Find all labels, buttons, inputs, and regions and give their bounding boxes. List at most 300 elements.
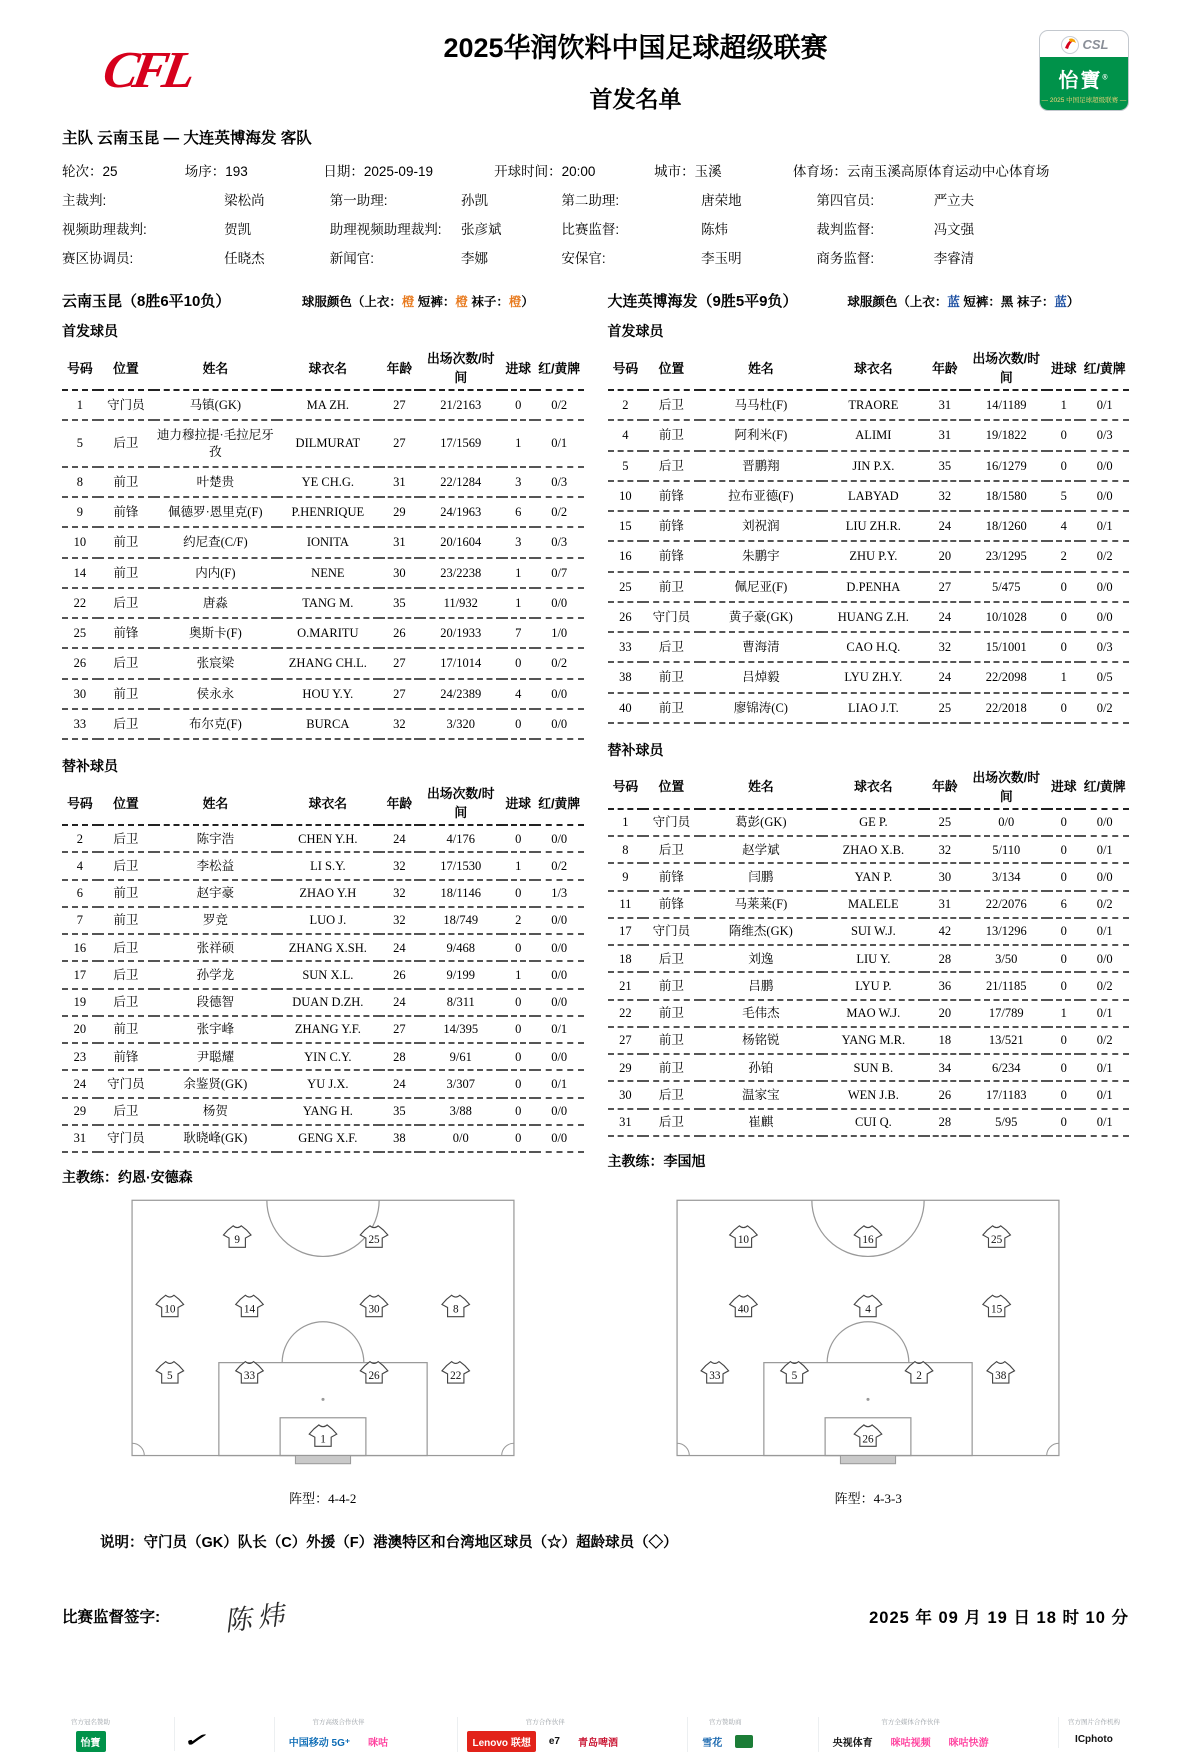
player-cell: 李松益 — [154, 852, 277, 879]
player-cell: 张宸梁 — [154, 648, 277, 678]
player-cell: ZHAO Y.H — [277, 880, 379, 907]
player-row — [608, 809, 1130, 836]
player-cell: 前锋 — [643, 541, 699, 571]
player-jersey-icon — [360, 1226, 388, 1247]
player-cell: 0/2 — [535, 852, 584, 879]
kit-color-text: 球服颜色（上衣： — [301, 295, 402, 309]
player-cell: 18 — [924, 1027, 965, 1054]
player-cell: 0 — [502, 709, 535, 739]
player-row — [608, 632, 1130, 662]
player-cell: 守门员 — [643, 918, 699, 945]
player-cell: 0/1 — [1080, 1000, 1129, 1027]
player-cell: 叶楚贵 — [154, 467, 277, 497]
kit-color-text: 球服颜色（上衣： — [847, 295, 948, 309]
player-cell: 0 — [502, 1098, 535, 1125]
player-cell: 27 — [924, 572, 965, 602]
player-cell: 5 — [608, 451, 644, 481]
player-cell: SUN X.L. — [277, 961, 379, 988]
officials-row — [62, 218, 1129, 238]
player-cell: ZHANG CH.L. — [277, 648, 379, 678]
player-cell: 22/2018 — [965, 693, 1047, 723]
player-cell: 0/1 — [1080, 1054, 1129, 1081]
column-header: 球衣名 — [822, 764, 924, 809]
player-cell: LABYAD — [822, 481, 924, 511]
player-cell: 0/1 — [1080, 1081, 1129, 1108]
player-cell: JIN P.X. — [822, 451, 924, 481]
player-row — [608, 390, 1130, 420]
player-cell: 唐淼 — [154, 588, 277, 618]
player-row — [62, 1125, 584, 1152]
player-row — [62, 1070, 584, 1097]
player-cell: 0 — [502, 390, 535, 420]
player-cell: 17/1014 — [420, 648, 502, 678]
player-cell: 28 — [924, 945, 965, 972]
player-jersey-icon — [156, 1295, 184, 1316]
player-cell: 18/1580 — [965, 481, 1047, 511]
player-cell: 0/5 — [1080, 662, 1129, 692]
player-cell: 守门员 — [98, 1070, 154, 1097]
sponsors-footer — [62, 1705, 1129, 1752]
player-cell: 3/307 — [420, 1070, 502, 1097]
player-cell: 0/0 — [1080, 572, 1129, 602]
player-cell: YE CH.G. — [277, 467, 379, 497]
kit-color-text: 橙 — [508, 295, 522, 309]
match-supervisor-signature: 陈炜 — [222, 1599, 293, 1638]
formation-diagrams — [62, 1197, 1129, 1507]
player-cell: 32 — [379, 907, 420, 934]
player-cell: 1 — [1047, 390, 1080, 420]
column-header: 姓名 — [700, 345, 823, 390]
away-formation — [608, 1197, 1130, 1507]
player-row — [608, 863, 1130, 890]
player-cell: HUANG Z.H. — [822, 602, 924, 632]
player-cell: 0/3 — [1080, 420, 1129, 450]
sponsor-group — [687, 1717, 762, 1752]
player-cell: GE P. — [822, 809, 924, 836]
player-cell: MALELE — [822, 891, 924, 918]
player-cell: CAO H.Q. — [822, 632, 924, 662]
player-cell: LIU Y. — [822, 945, 924, 972]
player-cell: 0/2 — [1080, 972, 1129, 999]
player-cell: 后卫 — [643, 945, 699, 972]
player-cell: 0 — [1047, 972, 1080, 999]
player-cell: 前卫 — [643, 662, 699, 692]
player-row — [62, 880, 584, 907]
home-coach: 主教练：约恩·安德森 — [62, 1169, 193, 1185]
player-cell: 24 — [379, 1070, 420, 1097]
player-cell: 0/0 — [535, 934, 584, 961]
player-cell: LYU ZH.Y. — [822, 662, 924, 692]
player-cell: 0 — [1047, 632, 1080, 662]
player-cell: 0/0 — [535, 961, 584, 988]
player-cell: 24 — [379, 989, 420, 1016]
player-cell: 22/2076 — [965, 891, 1047, 918]
player-cell: MAO W.J. — [822, 1000, 924, 1027]
player-cell: 7 — [62, 907, 98, 934]
player-cell: 20/1604 — [420, 527, 502, 557]
info-cell: 安保官: — [561, 251, 606, 266]
player-cell: 31 — [379, 467, 420, 497]
home-subs-table — [62, 780, 584, 1153]
player-row — [608, 1054, 1130, 1081]
player-cell: 0 — [1047, 572, 1080, 602]
player-cell: 0/2 — [535, 497, 584, 527]
player-cell: 3/50 — [965, 945, 1047, 972]
player-cell: 25 — [608, 572, 644, 602]
player-cell: 2 — [1047, 541, 1080, 571]
player-cell: 0/1 — [1080, 918, 1129, 945]
player-jersey-icon — [983, 1295, 1011, 1316]
info-cell: 比赛监督: — [561, 222, 620, 237]
player-cell: 后卫 — [98, 1098, 154, 1125]
player-jersey-icon — [987, 1362, 1015, 1383]
player-row — [608, 511, 1130, 541]
player-cell: 16 — [608, 541, 644, 571]
player-cell: 20/1933 — [420, 618, 502, 648]
player-cell: 0/2 — [1080, 693, 1129, 723]
player-row — [608, 972, 1130, 999]
player-cell: 24 — [924, 662, 965, 692]
player-cell: MA ZH. — [277, 390, 379, 420]
player-cell: 4/176 — [420, 825, 502, 852]
player-cell: 刘逸 — [700, 945, 823, 972]
player-cell: 32 — [379, 709, 420, 739]
table-header-row — [62, 780, 584, 825]
player-cell: 3/134 — [965, 863, 1047, 890]
player-cell: 2 — [502, 907, 535, 934]
kit-color-text: 黑 — [1000, 295, 1014, 309]
player-cell: 1 — [62, 390, 98, 420]
player-cell: 0/0 — [535, 825, 584, 852]
player-cell: 0/1 — [535, 420, 584, 467]
player-cell: 前卫 — [643, 1027, 699, 1054]
player-cell: 后卫 — [643, 1081, 699, 1108]
info-cell: 商务监督: — [816, 251, 875, 266]
player-jersey-icon — [235, 1362, 263, 1383]
player-cell: 30 — [608, 1081, 644, 1108]
player-cell: 24 — [62, 1070, 98, 1097]
player-cell: 1/0 — [535, 618, 584, 648]
player-cell: 9/199 — [420, 961, 502, 988]
sponsor-logo: Lenovo 联想 — [467, 1731, 535, 1752]
player-cell: 隋维杰(GK) — [700, 918, 823, 945]
player-cell: 晋鹏翔 — [700, 451, 823, 481]
sponsor-group — [62, 1717, 119, 1752]
player-cell: IONITA — [277, 527, 379, 557]
player-cell: 6/234 — [965, 1054, 1047, 1081]
column-header: 年龄 — [379, 345, 420, 390]
sponsor-logo: 咪咕 — [368, 1738, 389, 1749]
column-header: 进球 — [502, 780, 535, 825]
kit-color-text: 橙 — [455, 295, 468, 309]
player-cell: 前卫 — [98, 1016, 154, 1043]
player-cell: 4 — [502, 679, 535, 709]
svg-text:2: 2 — [916, 1369, 923, 1382]
player-row — [608, 541, 1130, 571]
player-cell: 廖锦涛(C) — [700, 693, 823, 723]
player-cell: 17/789 — [965, 1000, 1047, 1027]
home-team-name: 云南玉昆（8胜6平10负） — [62, 293, 231, 310]
player-cell: 后卫 — [98, 825, 154, 852]
player-cell: 0/0 — [535, 1098, 584, 1125]
player-cell: 8/311 — [420, 989, 502, 1016]
player-cell: 9 — [608, 863, 644, 890]
info-cell: 新闻官: — [329, 251, 375, 266]
player-cell: 0/1 — [1080, 1109, 1129, 1136]
player-row — [62, 527, 584, 557]
player-cell: 后卫 — [643, 390, 699, 420]
player-cell: 前卫 — [643, 420, 699, 450]
player-cell: 0 — [1047, 863, 1080, 890]
player-cell: 27 — [379, 420, 420, 467]
player-cell: 6 — [502, 497, 535, 527]
player-cell: SUI W.J. — [822, 918, 924, 945]
home-team-column — [62, 276, 584, 1195]
player-cell: 0 — [1047, 1027, 1080, 1054]
badge-subtitle: — 2025 中国足球超级联赛 — — [1040, 94, 1128, 110]
title-block — [232, 26, 1039, 114]
player-row — [62, 1016, 584, 1043]
column-header: 红/黄牌 — [535, 345, 584, 390]
svg-text:33: 33 — [709, 1369, 721, 1382]
player-cell: 0/7 — [535, 558, 584, 588]
player-row — [62, 989, 584, 1016]
player-cell: 守门员 — [643, 809, 699, 836]
player-row — [608, 662, 1130, 692]
info-cell: 贺凯 — [224, 222, 252, 237]
player-cell: 18/749 — [420, 907, 502, 934]
player-cell: 前锋 — [643, 863, 699, 890]
column-header: 出场次数/时间 — [420, 780, 502, 825]
info-cell: 裁判监督: — [816, 222, 875, 237]
player-cell: 前锋 — [98, 618, 154, 648]
svg-text:5: 5 — [791, 1369, 798, 1382]
column-header: 姓名 — [154, 780, 277, 825]
table-header-row — [608, 764, 1130, 809]
player-cell: 0 — [502, 825, 535, 852]
player-cell: 前卫 — [643, 972, 699, 999]
player-row — [62, 1098, 584, 1125]
info-cell: 开球时间：20:00 — [494, 164, 596, 179]
svg-text:25: 25 — [368, 1234, 380, 1247]
officials-row — [62, 189, 1129, 209]
player-row — [608, 836, 1130, 863]
table-header-row — [608, 345, 1130, 390]
player-cell: 11 — [608, 891, 644, 918]
player-cell: 30 — [62, 679, 98, 709]
player-cell: P.HENRIQUE — [277, 497, 379, 527]
player-cell: YU J.X. — [277, 1070, 379, 1097]
column-header: 红/黄牌 — [535, 780, 584, 825]
player-cell: 1 — [1047, 1000, 1080, 1027]
player-cell: 20 — [924, 1000, 965, 1027]
player-cell: 25 — [924, 693, 965, 723]
match-teams-line: 主队 云南玉昆 — 大连英博海发 客队 — [62, 130, 312, 147]
player-cell: 守门员 — [98, 390, 154, 420]
player-cell: 0 — [1047, 602, 1080, 632]
player-jersey-icon — [983, 1226, 1011, 1247]
player-jersey-icon — [906, 1362, 934, 1383]
player-cell: 朱鹏宇 — [700, 541, 823, 571]
player-cell: 0/0 — [1080, 602, 1129, 632]
signature-row — [62, 1596, 1129, 1638]
player-cell: D.PENHA — [822, 572, 924, 602]
player-cell: 5 — [62, 420, 98, 467]
player-cell: 0/0 — [1080, 451, 1129, 481]
column-header: 出场次数/时间 — [965, 764, 1047, 809]
player-row — [608, 1027, 1130, 1054]
player-cell: 0/3 — [535, 467, 584, 497]
player-cell: 0 — [1047, 945, 1080, 972]
player-cell: 陈宇浩 — [154, 825, 277, 852]
signature-datetime: 2025 年 09 月 19 日 18 时 10 分 — [869, 1608, 1129, 1627]
player-cell: 14/1189 — [965, 390, 1047, 420]
player-cell: 0/2 — [535, 648, 584, 678]
info-cell: 城市：玉溪 — [654, 164, 722, 179]
away-subs-label: 替补球员 — [607, 741, 664, 758]
player-cell: 后卫 — [98, 709, 154, 739]
player-cell: O.MARITU — [277, 618, 379, 648]
away-starters-table — [608, 345, 1130, 724]
player-cell: 后卫 — [98, 648, 154, 678]
player-cell: 后卫 — [98, 588, 154, 618]
player-cell: 0/3 — [535, 527, 584, 557]
player-jersey-icon — [309, 1425, 337, 1446]
player-cell: 1 — [502, 588, 535, 618]
home-kit-colors — [302, 292, 534, 310]
sponsor-caption: 官方合作伙伴 — [525, 1719, 565, 1726]
yibao-wordmark: 怡寶® — [1040, 57, 1128, 94]
player-cell: 后卫 — [98, 420, 154, 467]
player-cell: 0 — [1047, 918, 1080, 945]
player-cell: LIU ZH.R. — [822, 511, 924, 541]
player-cell: 后卫 — [643, 451, 699, 481]
info-cell: 第二助理: — [561, 193, 620, 208]
player-cell: 张祥硕 — [154, 934, 277, 961]
player-cell: 38 — [379, 1125, 420, 1152]
player-cell: 24/1963 — [420, 497, 502, 527]
player-cell: 40 — [608, 693, 644, 723]
player-cell: 22/1284 — [420, 467, 502, 497]
sponsor-logo: 中国移动 5G⁺ — [288, 1738, 351, 1749]
player-cell: 3 — [502, 527, 535, 557]
player-row — [62, 825, 584, 852]
player-row — [62, 907, 584, 934]
player-cell: 毛伟杰 — [700, 1000, 823, 1027]
player-jersey-icon — [730, 1226, 758, 1247]
player-cell: 23/1295 — [965, 541, 1047, 571]
svg-text:1: 1 — [319, 1433, 326, 1446]
player-cell: 4 — [1047, 511, 1080, 541]
match-info — [62, 160, 1129, 267]
player-cell: 14 — [62, 558, 98, 588]
player-jersey-icon — [360, 1362, 388, 1383]
player-cell: 0/1 — [1080, 836, 1129, 863]
player-cell: 3/88 — [420, 1098, 502, 1125]
player-cell: 0/3 — [1080, 632, 1129, 662]
player-cell: 0 — [1047, 836, 1080, 863]
player-cell: LYU P. — [822, 972, 924, 999]
player-cell: 1/3 — [535, 880, 584, 907]
svg-text:10: 10 — [738, 1234, 750, 1247]
svg-text:14: 14 — [243, 1303, 255, 1316]
player-cell: 10 — [608, 481, 644, 511]
player-cell: 26 — [924, 1081, 965, 1108]
player-cell: 1 — [502, 961, 535, 988]
player-row — [62, 1043, 584, 1070]
player-cell: 22/2098 — [965, 662, 1047, 692]
svg-text:8: 8 — [452, 1303, 459, 1316]
player-cell: 0/1 — [535, 1016, 584, 1043]
player-cell: YAN P. — [822, 863, 924, 890]
home-pitch-diagram — [129, 1197, 517, 1467]
player-cell: 马莱莱(F) — [700, 891, 823, 918]
player-cell: YIN C.Y. — [277, 1043, 379, 1070]
player-cell: 马马杜(F) — [700, 390, 823, 420]
player-cell: 3/320 — [420, 709, 502, 739]
home-starters-table — [62, 345, 584, 740]
player-cell: 0/0 — [535, 907, 584, 934]
player-cell: 26 — [62, 648, 98, 678]
player-cell: 14/395 — [420, 1016, 502, 1043]
player-jersey-icon — [854, 1226, 882, 1247]
info-cell: 陈炜 — [701, 222, 729, 237]
player-cell: 29 — [62, 1098, 98, 1125]
player-cell: 6 — [62, 880, 98, 907]
column-header: 号码 — [62, 345, 98, 390]
player-cell: 0/0 — [1080, 945, 1129, 972]
player-cell: 25 — [62, 618, 98, 648]
info-cell: 李玉明 — [701, 251, 742, 266]
player-cell: 30 — [924, 863, 965, 890]
player-row — [608, 602, 1130, 632]
sponsor-caption: 官方全媒体合作伙伴 — [881, 1719, 940, 1726]
info-cell: 第四官员: — [816, 193, 875, 208]
column-header: 年龄 — [924, 764, 965, 809]
info-cell: 轮次：25 — [62, 164, 118, 179]
player-cell: 守门员 — [643, 602, 699, 632]
player-row — [62, 709, 584, 739]
column-header: 号码 — [608, 764, 644, 809]
info-cell: 赛区协调员: — [62, 251, 134, 266]
player-cell: 8 — [608, 836, 644, 863]
player-cell: 31 — [379, 527, 420, 557]
player-cell: NENE — [277, 558, 379, 588]
table-header-row — [62, 345, 584, 390]
player-cell: 前卫 — [643, 1054, 699, 1081]
player-cell: 杨铭锐 — [700, 1027, 823, 1054]
player-row — [608, 1109, 1130, 1136]
player-row — [608, 945, 1130, 972]
player-cell: 0/0 — [535, 989, 584, 1016]
player-cell: 32 — [924, 481, 965, 511]
column-header: 出场次数/时间 — [420, 345, 502, 390]
player-cell: 9/468 — [420, 934, 502, 961]
kit-color-text: 蓝 — [947, 295, 960, 309]
player-cell: 迪力穆拉提·毛拉尼牙孜 — [154, 420, 277, 467]
player-cell: 28 — [379, 1043, 420, 1070]
player-cell: 0 — [1047, 809, 1080, 836]
player-jersey-icon — [360, 1295, 388, 1316]
player-cell: 佩德罗·恩里克(F) — [154, 497, 277, 527]
player-cell: 28 — [924, 1109, 965, 1136]
kit-color-text: ） — [1066, 295, 1080, 309]
sponsor-logo: e7 — [548, 1736, 560, 1747]
kit-color-text: ） — [521, 295, 534, 309]
away-starters-label: 首发球员 — [607, 323, 664, 339]
svg-text:40: 40 — [738, 1303, 750, 1316]
player-cell: 25 — [924, 809, 965, 836]
